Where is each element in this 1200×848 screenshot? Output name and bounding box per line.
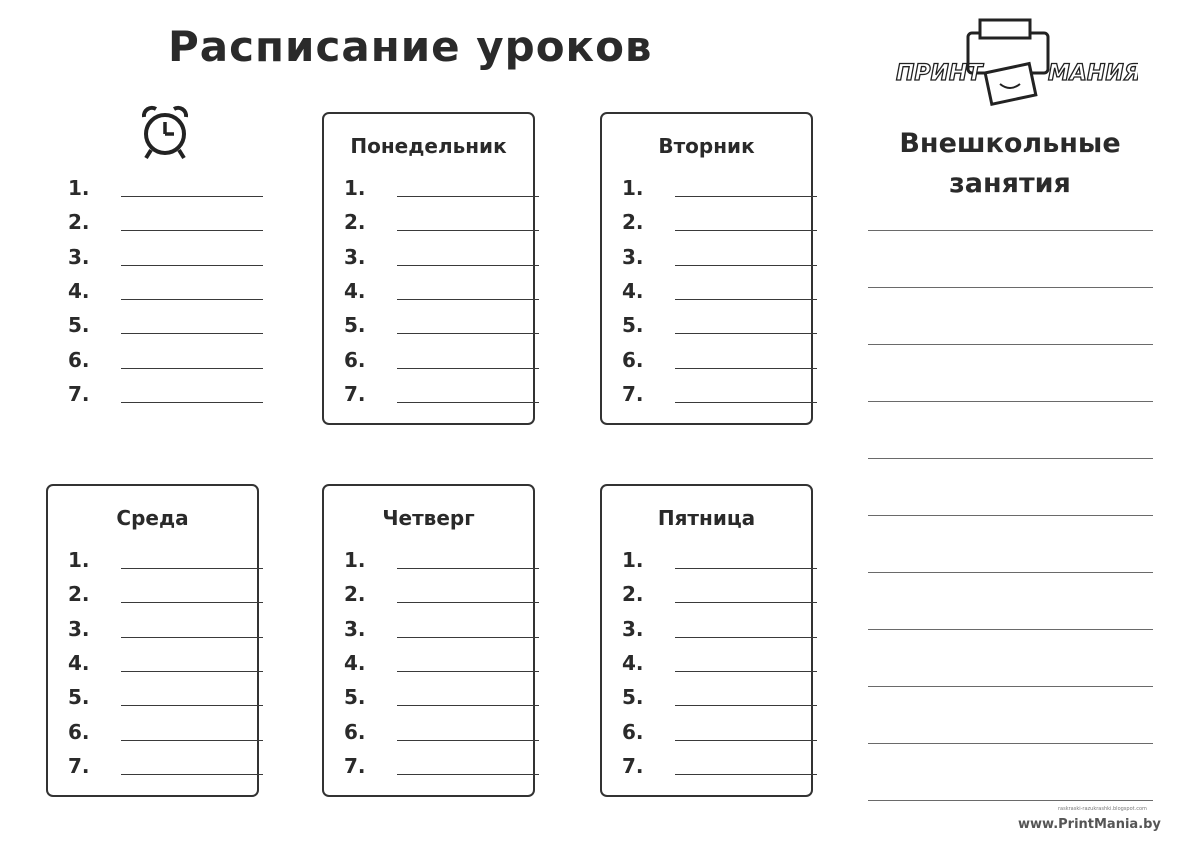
- lesson-number: 6.: [68, 719, 90, 744]
- lesson-row: [344, 683, 534, 711]
- lesson-row: [344, 277, 534, 305]
- lesson-write-line[interactable]: [397, 402, 539, 403]
- lesson-row: [68, 580, 258, 608]
- lesson-write-line[interactable]: [397, 568, 539, 569]
- lesson-number: 3.: [622, 616, 644, 641]
- lesson-number: 1.: [622, 548, 644, 572]
- lesson-row: [68, 243, 258, 271]
- lesson-number: 4.: [68, 650, 90, 675]
- lesson-number: 2.: [68, 582, 90, 607]
- lesson-write-line[interactable]: [121, 637, 263, 638]
- lesson-row: [344, 580, 534, 608]
- lesson-row: [344, 615, 534, 643]
- lesson-number: 2.: [344, 210, 366, 235]
- lesson-write-line[interactable]: [675, 637, 817, 638]
- lesson-row: [622, 311, 812, 339]
- lesson-row: [68, 311, 258, 339]
- lesson-number: 7.: [68, 381, 90, 406]
- day-box-unlabeled: [46, 112, 259, 425]
- lesson-number: 2.: [622, 210, 644, 235]
- extracurricular-write-line[interactable]: [868, 515, 1153, 516]
- lesson-write-line[interactable]: [397, 602, 539, 603]
- lesson-number: 1.: [344, 176, 366, 200]
- lesson-number: 3.: [344, 616, 366, 641]
- extracurricular-write-line[interactable]: [868, 230, 1153, 231]
- svg-text:ПРИНТ: ПРИНТ: [896, 61, 983, 86]
- lesson-write-line[interactable]: [397, 705, 539, 706]
- lesson-write-line[interactable]: [675, 368, 817, 369]
- lesson-write-line[interactable]: [675, 602, 817, 603]
- website-url: www.PrintMania.by: [1018, 817, 1161, 832]
- lesson-number: 1.: [622, 176, 644, 200]
- lesson-number: 1.: [68, 548, 90, 572]
- lesson-number: 6.: [622, 719, 644, 744]
- lesson-number: 6.: [68, 347, 90, 372]
- extracurricular-write-line[interactable]: [868, 572, 1153, 573]
- extracurricular-title-line2: занятия: [949, 168, 1071, 199]
- lesson-number: 4.: [622, 650, 644, 675]
- lesson-number: 5.: [344, 685, 366, 710]
- lesson-write-line[interactable]: [675, 568, 817, 569]
- lesson-write-line[interactable]: [397, 230, 539, 231]
- day-title: Вторник: [658, 134, 755, 158]
- lesson-row: [622, 380, 812, 408]
- lesson-write-line[interactable]: [121, 740, 263, 741]
- lesson-write-line[interactable]: [397, 196, 539, 197]
- lesson-number: 5.: [622, 685, 644, 710]
- day-title: Понедельник: [350, 134, 507, 158]
- extracurricular-write-line[interactable]: [868, 743, 1153, 744]
- lesson-row: [68, 277, 258, 305]
- lesson-write-line[interactable]: [397, 333, 539, 334]
- lesson-number: 7.: [68, 753, 90, 778]
- lesson-row: [68, 380, 258, 408]
- lesson-number: 4.: [344, 278, 366, 303]
- lesson-number: 4.: [622, 278, 644, 303]
- day-box-wednesday: [46, 484, 259, 797]
- lesson-row: [622, 208, 812, 236]
- day-title: Четверг: [382, 506, 475, 530]
- lesson-row: [622, 546, 812, 574]
- lesson-number: 5.: [68, 313, 90, 338]
- lesson-row: [68, 208, 258, 236]
- lesson-number: 2.: [622, 582, 644, 607]
- lesson-number: 3.: [622, 244, 644, 269]
- lesson-write-line[interactable]: [675, 740, 817, 741]
- lesson-row: [622, 277, 812, 305]
- lesson-number: 3.: [68, 616, 90, 641]
- lesson-row: [622, 649, 812, 677]
- lesson-row: [622, 174, 812, 202]
- lesson-write-line[interactable]: [121, 705, 263, 706]
- lesson-number: 6.: [622, 347, 644, 372]
- lesson-write-line[interactable]: [675, 299, 817, 300]
- lesson-row: [68, 683, 258, 711]
- lesson-number: 7.: [344, 381, 366, 406]
- lesson-row: [622, 346, 812, 374]
- lesson-write-line[interactable]: [675, 705, 817, 706]
- lesson-row: [344, 752, 534, 780]
- lesson-number: 4.: [68, 278, 90, 303]
- lesson-number: 6.: [344, 719, 366, 744]
- lesson-write-line[interactable]: [675, 774, 817, 775]
- lesson-write-line[interactable]: [121, 265, 263, 266]
- day-box-friday: [600, 484, 813, 797]
- lesson-row: [344, 346, 534, 374]
- lesson-write-line[interactable]: [121, 671, 263, 672]
- lesson-row: [344, 649, 534, 677]
- lesson-write-line[interactable]: [675, 333, 817, 334]
- lesson-number: 1.: [344, 548, 366, 572]
- extracurricular-write-line[interactable]: [868, 686, 1153, 687]
- day-box-monday: [322, 112, 535, 425]
- lesson-write-line[interactable]: [675, 671, 817, 672]
- extracurricular-title-line1: Внешкольные: [899, 128, 1121, 159]
- lesson-write-line[interactable]: [397, 740, 539, 741]
- lesson-write-line[interactable]: [121, 299, 263, 300]
- lesson-write-line[interactable]: [121, 774, 263, 775]
- lesson-row: [622, 580, 812, 608]
- lesson-row: [344, 380, 534, 408]
- lesson-row: [344, 718, 534, 746]
- lesson-write-line[interactable]: [397, 368, 539, 369]
- lesson-row: [68, 615, 258, 643]
- lesson-row: [344, 243, 534, 271]
- lesson-write-line[interactable]: [675, 196, 817, 197]
- lesson-write-line[interactable]: [397, 671, 539, 672]
- extracurricular-write-line[interactable]: [868, 800, 1153, 801]
- lesson-row: [68, 649, 258, 677]
- lesson-row: [622, 615, 812, 643]
- lesson-write-line[interactable]: [675, 265, 817, 266]
- lesson-number: 3.: [68, 244, 90, 269]
- lesson-write-line[interactable]: [121, 368, 263, 369]
- day-title: Среда: [116, 506, 189, 530]
- lesson-row: [622, 718, 812, 746]
- lesson-row: [622, 243, 812, 271]
- day-box-thursday: [322, 484, 535, 797]
- lesson-number: 5.: [344, 313, 366, 338]
- lesson-write-line[interactable]: [121, 602, 263, 603]
- lesson-write-line[interactable]: [121, 333, 263, 334]
- lesson-row: [622, 752, 812, 780]
- lesson-row: [68, 174, 258, 202]
- lesson-number: 5.: [68, 685, 90, 710]
- lesson-write-line[interactable]: [675, 402, 817, 403]
- lesson-number: 7.: [622, 381, 644, 406]
- day-title: Пятница: [657, 506, 756, 530]
- day-box-tuesday: [600, 112, 813, 425]
- lesson-write-line[interactable]: [397, 774, 539, 775]
- lesson-row: [344, 174, 534, 202]
- lesson-number: 7.: [344, 753, 366, 778]
- lesson-write-line[interactable]: [397, 299, 539, 300]
- lesson-number: 6.: [344, 347, 366, 372]
- lesson-row: [68, 718, 258, 746]
- lesson-number: 5.: [622, 313, 644, 338]
- lesson-write-line[interactable]: [397, 637, 539, 638]
- lesson-row: [622, 683, 812, 711]
- page-title: Расписание уроков: [168, 22, 653, 71]
- lesson-write-line[interactable]: [121, 230, 263, 231]
- lesson-write-line[interactable]: [121, 402, 263, 403]
- lesson-number: 1.: [68, 176, 90, 200]
- extracurricular-write-line[interactable]: [868, 458, 1153, 459]
- printmania-logo: [888, 8, 1138, 108]
- lesson-write-line[interactable]: [675, 230, 817, 231]
- lesson-write-line[interactable]: [121, 568, 263, 569]
- lesson-write-line[interactable]: [397, 265, 539, 266]
- lesson-write-line[interactable]: [121, 196, 263, 197]
- lesson-row: [344, 311, 534, 339]
- lesson-row: [344, 546, 534, 574]
- lesson-row: [68, 752, 258, 780]
- source-url: raskraski-razukrashki.blogspot.com: [1058, 806, 1147, 812]
- lesson-row: [68, 346, 258, 374]
- lesson-number: 4.: [344, 650, 366, 675]
- lesson-row: [68, 546, 258, 574]
- svg-text:МАНИЯ: МАНИЯ: [1048, 61, 1138, 86]
- lesson-number: 2.: [344, 582, 366, 607]
- extracurricular-write-line[interactable]: [868, 629, 1153, 630]
- lesson-row: [344, 208, 534, 236]
- extracurricular-write-line[interactable]: [868, 401, 1153, 402]
- extracurricular-title: [870, 124, 1150, 204]
- extracurricular-write-line[interactable]: [868, 287, 1153, 288]
- extracurricular-write-line[interactable]: [868, 344, 1153, 345]
- lesson-number: 3.: [344, 244, 366, 269]
- lesson-number: 7.: [622, 753, 644, 778]
- lesson-number: 2.: [68, 210, 90, 235]
